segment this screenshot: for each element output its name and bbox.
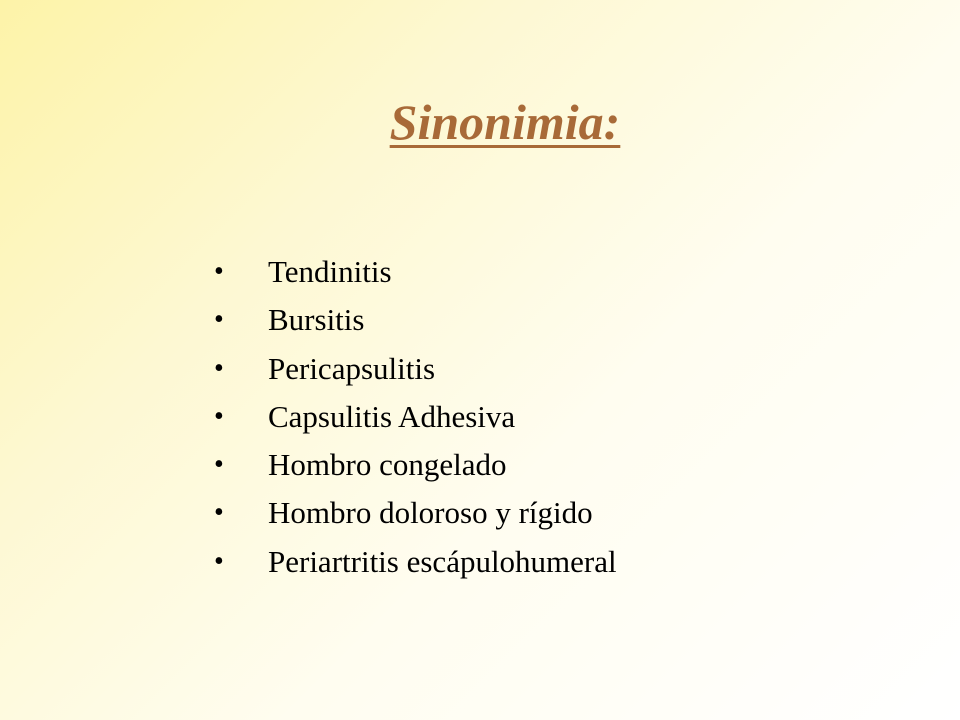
list-item-text: Bursitis: [268, 302, 365, 338]
list-item-text: Capsulitis Adhesiva: [268, 398, 516, 434]
list-item-text: Tendinitis: [268, 254, 392, 289]
bullet-icon: •: [214, 256, 224, 287]
list-item-text: Periartritis escápulohumeral: [268, 543, 617, 579]
bullet-icon: •: [214, 352, 224, 384]
bullet-icon: •: [214, 545, 224, 577]
bullet-icon: •: [214, 449, 224, 481]
list-item-text: Hombro congelado: [268, 447, 507, 483]
bullet-icon: •: [214, 400, 224, 432]
bullet-icon: •: [214, 497, 224, 529]
list-item-text: Pericapsulitis: [268, 350, 436, 386]
list-item-text: Hombro doloroso y rígido: [268, 495, 593, 531]
slide-title: Sinonimia:: [389, 94, 621, 150]
bullet-icon: •: [214, 304, 224, 336]
